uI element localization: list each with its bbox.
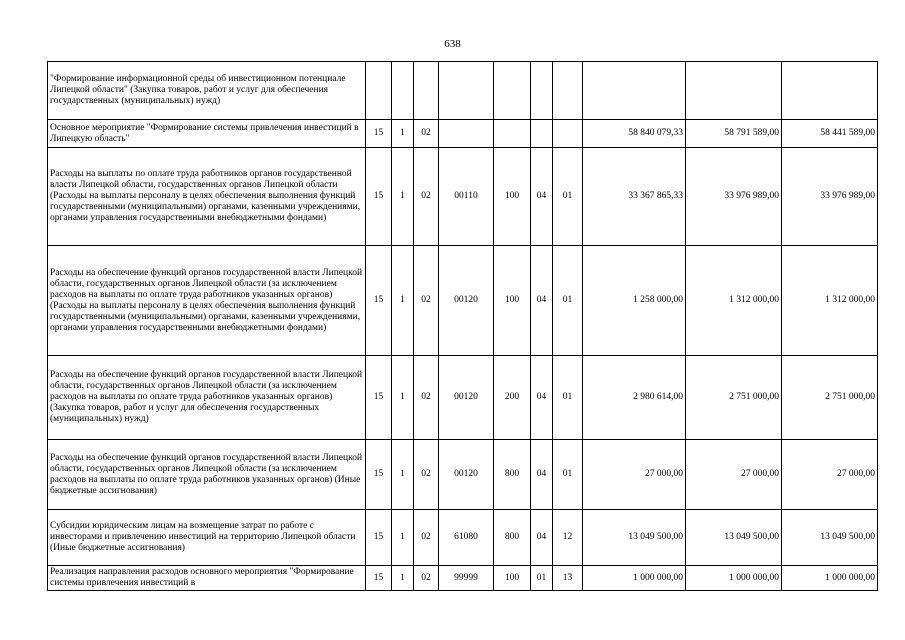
cell-sum-3: 1 000 000,00 — [782, 566, 878, 591]
cell-napr — [439, 120, 494, 148]
cell-gr: 15 — [366, 246, 392, 356]
cell-sum-1: 13 049 500,00 — [583, 510, 686, 566]
cell-sum-2: 58 791 589,00 — [686, 120, 782, 148]
table-row — [48, 440, 878, 510]
table-row — [48, 510, 878, 566]
cell-sum-3: 1 312 000,00 — [782, 246, 878, 356]
cell-vr: 100 — [494, 246, 531, 356]
cell-sum-3: 27 000,00 — [782, 440, 878, 510]
row-description: Субсидии юридическим лицам на возмещение затрат по работе с инвесторами и привлечению инвестиций на территорию Липецкой области (Иные бюджетные ассигнования) — [48, 510, 366, 566]
cell-sum-1: 27 000,00 — [583, 440, 686, 510]
cell-pgr: 1 — [392, 566, 414, 591]
cell-sum-3: 58 441 589,00 — [782, 120, 878, 148]
cell-pr: 01 — [553, 148, 583, 246]
cell-pr — [553, 120, 583, 148]
cell-napr: 00120 — [439, 440, 494, 510]
cell-gr: 15 — [366, 440, 392, 510]
cell-napr: 99999 — [439, 566, 494, 591]
cell-napr: 00110 — [439, 148, 494, 246]
cell-rz: 04 — [531, 440, 553, 510]
cell-osn: 02 — [414, 120, 439, 148]
cell-sum-1: 58 840 079,33 — [583, 120, 686, 148]
cell-sum-1: 1 258 000,00 — [583, 246, 686, 356]
row-description: Расходы на обеспечение функций органов государственной власти Липецкой области, государственных органов Липецкой области (за исключением расходов на выплаты по оплате труда работников указанных органов) (Расходы на выплаты персоналу в целях обеспечения выполнения функций государственными (муниципальными) органами, казенными учреждениями, органами управления государственными внебюджетными фондами) — [48, 246, 366, 356]
row-description: Расходы на обеспечение функций органов государственной власти Липецкой области, государственных органов Липецкой области (за исключением расходов на выплаты по оплате труда работников указанных органов) (Закупка товаров, работ и услуг для обеспечения государственных (муниципальных) нужд) — [48, 356, 366, 440]
cell-gr — [366, 62, 392, 120]
cell-pr: 01 — [553, 356, 583, 440]
cell-gr: 15 — [366, 566, 392, 591]
budget-table — [47, 61, 878, 591]
cell-pr: 13 — [553, 566, 583, 591]
row-description: Реализация направления расходов основного мероприятия "Формирование системы привлечения инвестиций в — [48, 566, 366, 591]
cell-vr: 100 — [494, 566, 531, 591]
cell-pgr: 1 — [392, 510, 414, 566]
cell-gr: 15 — [366, 510, 392, 566]
cell-sum-3: 33 976 989,00 — [782, 148, 878, 246]
cell-sum-2 — [686, 62, 782, 120]
cell-rz — [531, 62, 553, 120]
cell-rz: 04 — [531, 246, 553, 356]
cell-pr: 12 — [553, 510, 583, 566]
cell-napr: 00120 — [439, 246, 494, 356]
cell-vr: 100 — [494, 148, 531, 246]
cell-sum-3: 2 751 000,00 — [782, 356, 878, 440]
cell-vr — [494, 62, 531, 120]
cell-sum-3: 13 049 500,00 — [782, 510, 878, 566]
cell-pr — [553, 62, 583, 120]
cell-sum-2: 33 976 989,00 — [686, 148, 782, 246]
cell-napr: 00120 — [439, 356, 494, 440]
cell-gr: 15 — [366, 148, 392, 246]
cell-osn: 02 — [414, 148, 439, 246]
cell-sum-1: 1 000 000,00 — [583, 566, 686, 591]
cell-vr: 800 — [494, 440, 531, 510]
cell-rz — [531, 120, 553, 148]
cell-pgr: 1 — [392, 120, 414, 148]
cell-rz: 04 — [531, 356, 553, 440]
cell-pgr: 1 — [392, 148, 414, 246]
cell-sum-1: 2 980 614,00 — [583, 356, 686, 440]
table-row — [48, 246, 878, 356]
cell-napr: 61080 — [439, 510, 494, 566]
table-row — [48, 356, 878, 440]
cell-osn — [414, 62, 439, 120]
cell-vr: 200 — [494, 356, 531, 440]
row-description: Расходы на выплаты по оплате труда работников органов государственной власти Липецкой области, государственных органов Липецкой области (Расходы на выплаты персоналу в целях обеспечения выполнения функций государственными (муниципальными) органами, казенными учреждениями, органами управления государственными внебюджетными фондами) — [48, 148, 366, 246]
cell-osn: 02 — [414, 510, 439, 566]
cell-osn: 02 — [414, 246, 439, 356]
cell-sum-2: 13 049 500,00 — [686, 510, 782, 566]
table-row — [48, 148, 878, 246]
cell-pgr — [392, 62, 414, 120]
cell-rz: 04 — [531, 510, 553, 566]
table-row — [48, 566, 878, 591]
cell-sum-1 — [583, 62, 686, 120]
cell-pgr: 1 — [392, 440, 414, 510]
cell-vr: 800 — [494, 510, 531, 566]
cell-pr: 01 — [553, 246, 583, 356]
cell-pr: 01 — [553, 440, 583, 510]
table-row — [48, 62, 878, 120]
cell-rz: 01 — [531, 566, 553, 591]
cell-osn: 02 — [414, 566, 439, 591]
cell-napr — [439, 62, 494, 120]
cell-pgr: 1 — [392, 356, 414, 440]
cell-rz: 04 — [531, 148, 553, 246]
cell-sum-3 — [782, 62, 878, 120]
cell-osn: 02 — [414, 440, 439, 510]
cell-sum-2: 2 751 000,00 — [686, 356, 782, 440]
row-description: "Формирование информационной среды об инвестиционном потенциале Липецкой области" (Закупка товаров, работ и услуг для обеспечения государственных (муниципальных) нужд) — [48, 62, 366, 120]
row-description: Основное мероприятие "Формирование системы привлечения инвестиций в Липецкую область" — [48, 120, 366, 148]
table-row — [48, 120, 878, 148]
cell-gr: 15 — [366, 120, 392, 148]
cell-sum-2: 27 000,00 — [686, 440, 782, 510]
cell-osn: 02 — [414, 356, 439, 440]
cell-gr: 15 — [366, 356, 392, 440]
cell-pgr: 1 — [392, 246, 414, 356]
page-number: 638 — [444, 38, 461, 50]
cell-sum-2: 1 000 000,00 — [686, 566, 782, 591]
cell-sum-2: 1 312 000,00 — [686, 246, 782, 356]
row-description: Расходы на обеспечение функций органов государственной власти Липецкой области, государственных органов Липецкой области (за исключением расходов на выплаты по оплате труда работников указанных органов) (Иные бюджетные ассигнования) — [48, 440, 366, 510]
cell-sum-1: 33 367 865,33 — [583, 148, 686, 246]
cell-vr — [494, 120, 531, 148]
